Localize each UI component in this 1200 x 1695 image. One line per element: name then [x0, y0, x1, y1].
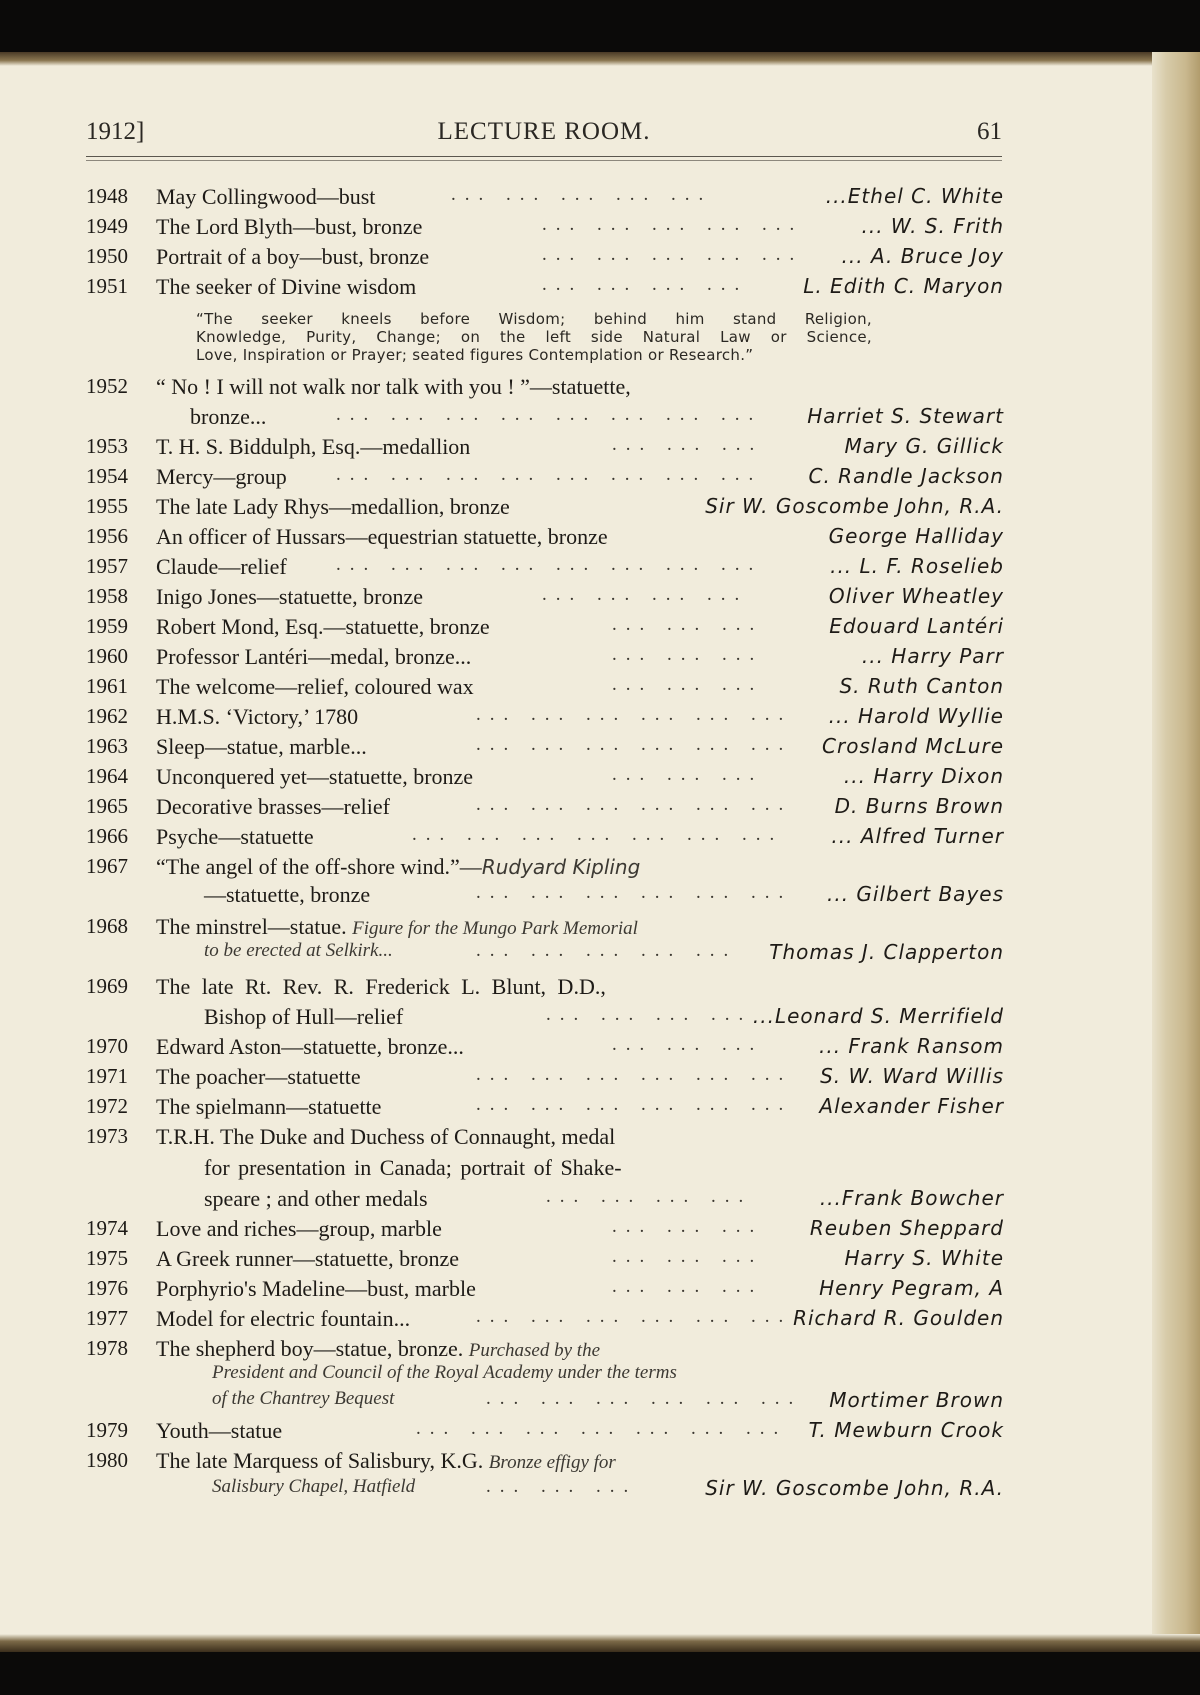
- catalogue-entry: [86, 1124, 1004, 1154]
- entry-number: 1973: [86, 1124, 128, 1148]
- entry-title: Sleep—statue, marble...: [156, 734, 367, 759]
- entry-artist: T. Mewburn Crook: [808, 1418, 1004, 1442]
- entry-title-continued: for presentation in Canada; portrait of Shake-: [204, 1155, 622, 1180]
- entry-artist: ... Alfred Turner: [831, 824, 1004, 848]
- entry-number: 1967: [86, 854, 128, 878]
- entry-title: H.M.S. ‘Victory,’ 1780: [156, 704, 359, 729]
- entry-title: The seeker of Divine wisdom: [156, 274, 417, 299]
- entry-artist: S. Ruth Canton: [839, 674, 1004, 698]
- entry-artist: Reuben Sheppard: [809, 1216, 1004, 1240]
- entry-title-continued: Salisbury Chapel, Hatfield: [212, 1476, 416, 1497]
- entry-artist: D. Burns Brown: [834, 794, 1004, 818]
- entry-title-italic: Bronze effigy for: [488, 1452, 616, 1473]
- entry-artist: ... W. S. Frith: [861, 214, 1004, 238]
- entry-title: Portrait of a boy—bust, bronze: [156, 244, 430, 269]
- catalogue-entry: 1971 The poacher—statuette ... ... ... ... ... ... S. W. Ward Willis: [86, 1064, 1004, 1089]
- entry-number: 1958: [86, 584, 128, 608]
- entry-artist: Sir W. Goscombe John, R.A.: [705, 1476, 1004, 1500]
- catalogue-entry: 1964 Unconquered yet—statuette, bronze ... ... ... ... Harry Dixon: [86, 764, 1004, 789]
- catalogue-entry: 1958 Inigo Jones—statuette, bronze ... ... ... ... Oliver Wheatley: [86, 584, 1004, 609]
- entry-number: 1977: [86, 1306, 128, 1330]
- entry-number: 1955: [86, 494, 128, 518]
- entry-title: [156, 1336, 600, 1362]
- entry-number: 1979: [86, 1418, 128, 1442]
- entry-number: 1974: [86, 1216, 128, 1240]
- entry-number: 1971: [86, 1064, 128, 1088]
- entry-title: The poacher—statuette: [156, 1064, 361, 1089]
- entry-number: 1963: [86, 734, 128, 758]
- book-page: [0, 52, 1200, 1652]
- entry-title: T.R.H. The Duke and Duchess of Connaught, medal: [156, 1124, 616, 1149]
- entry-artist: Alexander Fisher: [819, 1094, 1004, 1118]
- entry-number: 1957: [86, 554, 128, 578]
- entry-number: 1950: [86, 244, 128, 268]
- page-number: 61: [977, 118, 1002, 145]
- catalogue-entry: 1961 The welcome—relief, coloured wax ... ... ... S. Ruth Canton: [86, 674, 1004, 699]
- entry-artist: L. Edith C. Maryon: [803, 274, 1004, 298]
- entry-number: 1953: [86, 434, 128, 458]
- description-line: “The seeker kneels before Wisdom; behind him stand Religion,: [196, 310, 872, 328]
- entry-number: 1949: [86, 214, 128, 238]
- catalogue-entry: 1974 Love and riches—group, marble ... ... ... Reuben Sheppard: [86, 1216, 1004, 1241]
- running-header: [86, 118, 1002, 158]
- catalogue-entry-continued: to be erected at Selkirk... ... ... ... ... ... Thomas J. Clapperton: [204, 940, 1004, 964]
- entry-title: Love and riches—group, marble: [156, 1216, 442, 1241]
- entry-title: Psyche—statuette: [156, 824, 314, 849]
- entry-title: May Collingwood—bust: [156, 184, 376, 209]
- entry-number: 1948: [86, 184, 128, 208]
- entry-number: 1960: [86, 644, 128, 668]
- catalogue-entry: 1959 Robert Mond, Esq.—statuette, bronze ... ... ... Edouard Lantéri: [86, 614, 1004, 639]
- entry-title-continued: to be erected at Selkirk...: [204, 940, 393, 961]
- entry-title: Decorative brasses—relief: [156, 794, 390, 819]
- entry-artist: Crosland McLure: [822, 734, 1004, 758]
- catalogue-entry: 1957 Claude—relief ... ... ... ... ... ... ... ... ... L. F. Roselieb: [86, 554, 1004, 579]
- entry-title: Porphyrio's Madeline—bust, marble: [156, 1276, 476, 1301]
- catalogue-entry: 1970 Edward Aston—statuette, bronze... ... ... ... ... Frank Ransom: [86, 1034, 1004, 1059]
- entry-title: The welcome—relief, coloured wax: [156, 674, 474, 699]
- entry-artist: Sir W. Goscombe John, R.A.: [705, 494, 1004, 518]
- catalogue-entry-continued: Salisbury Chapel, Hatfield ... ... ... Sir W. Goscombe John, R.A.: [212, 1476, 1004, 1500]
- entry-title-text: The shepherd boy—statue, bronze.: [156, 1336, 464, 1361]
- catalogue-entry: [86, 494, 1004, 524]
- catalogue-entry: 1960 Professor Lantéri—medal, bronze... ... ... ... ... Harry Parr: [86, 644, 1004, 669]
- entry-title-continued: speare ; and other medals: [204, 1186, 428, 1211]
- entry-number: 1980: [86, 1448, 128, 1472]
- entry-title: Edward Aston—statuette, bronze...: [156, 1034, 464, 1059]
- entry-title-continued: Bishop of Hull—relief: [204, 1004, 404, 1029]
- entry-number: 1954: [86, 464, 128, 488]
- catalogue-entry: 1965 Decorative brasses—relief ... ... ... ... ... ... D. Burns Brown: [86, 794, 1004, 819]
- entry-artist: George Halliday: [828, 524, 1004, 548]
- catalogue-entry-continued: bronze... ... ... ... ... ... ... ... ... Harriet S. Stewart: [190, 404, 1004, 429]
- entry-artist: Harry S. White: [844, 1246, 1004, 1270]
- entry-number: 1975: [86, 1246, 128, 1270]
- entry-title-continued: —statuette, bronze: [204, 882, 371, 907]
- entry-artist: ... Harry Parr: [861, 644, 1004, 668]
- catalogue-entry: 1949 The Lord Blyth—bust, bronze ... ... ... ... ... ... W. S. Frith: [86, 214, 1004, 239]
- catalogue-entry: [86, 974, 1004, 1004]
- entry-title: [156, 854, 640, 880]
- entry-artist: ...Frank Bowcher: [819, 1186, 1004, 1210]
- entry-title: “ No ! I will not walk nor talk with you ! ”—statuette,: [156, 374, 631, 399]
- catalogue-entry-continued: [86, 1155, 1004, 1185]
- entry-title-italic: Rudyard Kipling: [481, 855, 641, 879]
- entry-artist: ... Frank Ransom: [819, 1034, 1004, 1058]
- catalogue-entry: 1976 Porphyrio's Madeline—bust, marble ... ... ... Henry Pegram, A: [86, 1276, 1004, 1301]
- entry-title-text: The minstrel—statue.: [156, 914, 347, 939]
- entry-title: A Greek runner—statuette, bronze: [156, 1246, 459, 1271]
- entry-artist: S. W. Ward Willis: [820, 1064, 1004, 1088]
- entry-number: 1959: [86, 614, 128, 638]
- catalogue-entry: [86, 1448, 1004, 1478]
- catalogue-entry: 1950 Portrait of a boy—bust, bronze ... ... ... ... ... ... A. Bruce Joy: [86, 244, 1004, 269]
- catalogue-entry: 1975 A Greek runner—statuette, bronze ... ... ... Harry S. White: [86, 1246, 1004, 1271]
- entry-artist: ...Ethel C. White: [825, 184, 1004, 208]
- entry-title-text: “The angel of the off-shore wind.”—: [156, 854, 482, 879]
- entry-title-italic: Figure for the Mungo Park Memorial: [352, 918, 638, 939]
- catalogue-entry: 1954 Mercy—group ... ... ... ... ... ... ... ... C. Randle Jackson: [86, 464, 1004, 489]
- catalogue-entry: 1948 May Collingwood—bust ... ... ... ... ... ...Ethel C. White: [86, 184, 1004, 209]
- entry-number: 1964: [86, 764, 128, 788]
- entry-artist: ... Harry Dixon: [843, 764, 1004, 788]
- catalogue-entry-continued: —statuette, bronze ... ... ... ... ... ... ... Gilbert Bayes: [204, 882, 1004, 907]
- catalogue-entry: [86, 524, 1004, 554]
- entry-artist: Henry Pegram, A: [819, 1276, 1004, 1300]
- page-bottom-edge: [0, 1634, 1200, 1652]
- entry-artist: C. Randle Jackson: [808, 464, 1004, 488]
- page-top-edge: [0, 52, 1200, 66]
- entry-title: [156, 914, 638, 940]
- entry-title: Mercy—group: [156, 464, 287, 489]
- header-year: 1912]: [86, 118, 145, 145]
- entry-number: 1965: [86, 794, 128, 818]
- entry-title-text: The late Marquess of Salisbury, K.G.: [156, 1448, 484, 1473]
- entry-artist: ... A. Bruce Joy: [841, 244, 1004, 268]
- entry-number: 1976: [86, 1276, 128, 1300]
- catalogue-entry: 1962 H.M.S. ‘Victory,’ 1780 ... ... ... ... ... ... ... Harold Wyllie: [86, 704, 1004, 729]
- entry-number: 1970: [86, 1034, 128, 1058]
- entry-artist: Richard R. Goulden: [793, 1306, 1004, 1330]
- entry-artist: Edouard Lantéri: [829, 614, 1004, 638]
- entry-number: 1961: [86, 674, 128, 698]
- entry-title: [156, 1448, 616, 1474]
- entry-title: Professor Lantéri—medal, bronze...: [156, 644, 472, 669]
- catalogue-entry: 1953 T. H. S. Biddulph, Esq.—medallion ... ... ... Mary G. Gillick: [86, 434, 1004, 459]
- entry-title: The late Lady Rhys—medallion, bronze: [156, 494, 510, 519]
- entry-title: Unconquered yet—statuette, bronze: [156, 764, 474, 789]
- entry-description: [196, 310, 872, 364]
- catalogue-entry: [86, 374, 1004, 404]
- entry-title: Robert Mond, Esq.—statuette, bronze: [156, 614, 490, 639]
- entry-number: 1968: [86, 914, 128, 938]
- entry-title: Inigo Jones—statuette, bronze: [156, 584, 423, 609]
- entry-title: The Lord Blyth—bust, bronze: [156, 214, 423, 239]
- catalogue-entry: 1972 The spielmann—statuette ... ... ... ... ... ... Alexander Fisher: [86, 1094, 1004, 1119]
- entry-number: 1972: [86, 1094, 128, 1118]
- entry-title: An officer of Hussars—equestrian statuette, bronze: [156, 524, 608, 549]
- catalogue-entry: 1963 Sleep—statue, marble... ... ... ... ... ... ... Crosland McLure: [86, 734, 1004, 759]
- entry-number: 1956: [86, 524, 128, 548]
- entry-title-italic: Purchased by the: [468, 1340, 600, 1361]
- entry-title: Model for electric fountain...: [156, 1306, 411, 1331]
- entry-artist: ...Leonard S. Merrifield: [752, 1004, 1004, 1028]
- catalogue-entry: 1966 Psyche—statuette ... ... ... ... ... ... ... ... Alfred Turner: [86, 824, 1004, 849]
- entry-number: 1951: [86, 274, 128, 298]
- entry-number: 1952: [86, 374, 128, 398]
- entry-title: T. H. S. Biddulph, Esq.—medallion: [156, 434, 471, 459]
- entry-title: The spielmann—statuette: [156, 1094, 382, 1119]
- entry-title-continued: of the Chantrey Bequest: [212, 1388, 395, 1409]
- catalogue-entry: 1979 Youth—statue ... ... ... ... ... ... ... T. Mewburn Crook: [86, 1418, 1004, 1443]
- entry-artist: Mary G. Gillick: [844, 434, 1004, 458]
- catalogue-entry: 1977 Model for electric fountain... ... ... ... ... ... ... Richard R. Goulden: [86, 1306, 1004, 1331]
- description-line: Knowledge, Purity, Change; on the left side Natural Law or Science,: [196, 328, 872, 346]
- entry-artist: Mortimer Brown: [829, 1388, 1004, 1412]
- entry-artist: Harriet S. Stewart: [807, 404, 1004, 428]
- entry-title: Claude—relief: [156, 554, 287, 579]
- entry-number: 1969: [86, 974, 128, 998]
- header-rule-secondary: [86, 160, 1002, 161]
- catalogue-entry: [86, 854, 1004, 884]
- catalogue-entry-continued: speare ; and other medals ... ... ... ... ...Frank Bowcher: [204, 1186, 1004, 1211]
- entry-title: The late Rt. Rev. R. Frederick L. Blunt, D.D.,: [156, 974, 606, 999]
- book-binding: [1152, 52, 1200, 1652]
- catalogue-entry-continued: Bishop of Hull—relief ... ... ... ... ...Leonard S. Merrifield: [204, 1004, 1004, 1029]
- entry-artist: ... L. F. Roselieb: [830, 554, 1004, 578]
- entry-artist: ... Harold Wyllie: [828, 704, 1004, 728]
- entry-number: 1978: [86, 1336, 128, 1360]
- entry-artist: Thomas J. Clapperton: [769, 940, 1004, 964]
- entry-title: Youth—statue: [156, 1418, 283, 1443]
- catalogue-entry-continued: of the Chantrey Bequest ... ... ... ... ... ... Mortimer Brown: [212, 1388, 1004, 1412]
- entry-artist: Oliver Wheatley: [828, 584, 1004, 608]
- entry-title-continued: President and Council of the Royal Academy under the terms: [212, 1362, 677, 1383]
- catalogue-entry: 1951 The seeker of Divine wisdom ... ... ... ... L. Edith C. Maryon: [86, 274, 1004, 299]
- entry-artist: ... Gilbert Bayes: [827, 882, 1004, 906]
- entry-number: 1966: [86, 824, 128, 848]
- page-title: LECTURE ROOM.: [437, 118, 651, 145]
- entry-title-continued: bronze...: [190, 404, 267, 429]
- entry-number: 1962: [86, 704, 128, 728]
- description-line: Love, Inspiration or Prayer; seated figures Contemplation or Research.”: [196, 346, 754, 364]
- header-rule: [86, 156, 1002, 157]
